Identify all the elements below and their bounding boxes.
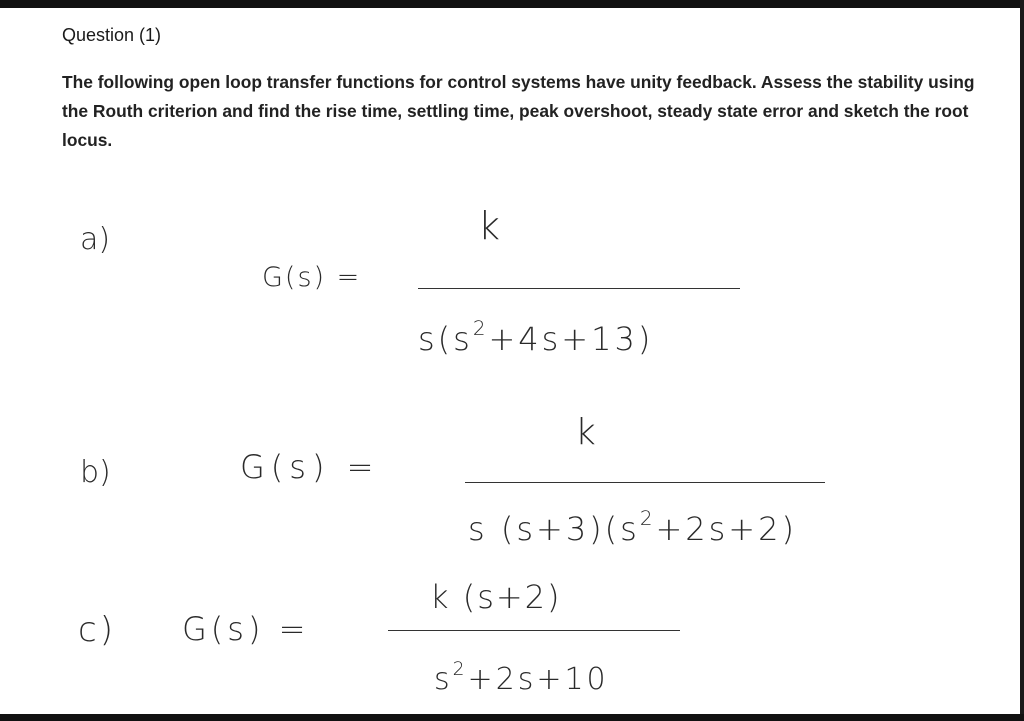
top-border [0,0,1024,8]
part-b-den-post: +2s+2) [655,510,797,548]
part-c-den-pre: s [434,662,453,697]
bottom-border [0,714,1024,721]
part-b-label: b) [80,455,111,490]
part-a-denominator [418,317,654,358]
part-a-den-post: +4s+13) [488,320,654,358]
part-c-numerator: k (s+2) [430,578,562,616]
part-a-lhs: G(s) = [262,262,362,293]
part-b-fraction-bar [465,482,825,483]
part-c-den-exponent: 2 [452,659,468,681]
part-b-den-exponent: 2 [639,507,656,531]
part-a-den-pre: s(s [418,320,473,358]
part-b-lhs: G(s) = [240,448,380,486]
part-c-fraction-bar [388,630,680,631]
part-a-fraction-bar [418,288,740,289]
part-b-numerator: k [575,412,596,453]
part-b-den-pre: s (s+3)(s [468,510,640,548]
right-border [1020,0,1024,721]
part-c-denominator [434,659,609,697]
part-a-label: a) [80,222,111,257]
part-c-label: c) [78,610,116,650]
part-c-lhs: G(s) = [182,610,310,648]
part-b-denominator [468,507,797,548]
part-a-den-exponent: 2 [472,317,489,341]
part-a-numerator: k [478,204,501,248]
part-c-den-post: +2s+10 [467,662,609,697]
question-title: Question (1) [62,25,162,45]
question-text: The following open loop transfer functions for control systems have unity feedback. Assess the stability using the Routh criterion and find the rise time, settling time, peak overshoot, steady state error and sketch the root locus. [62,72,975,150]
